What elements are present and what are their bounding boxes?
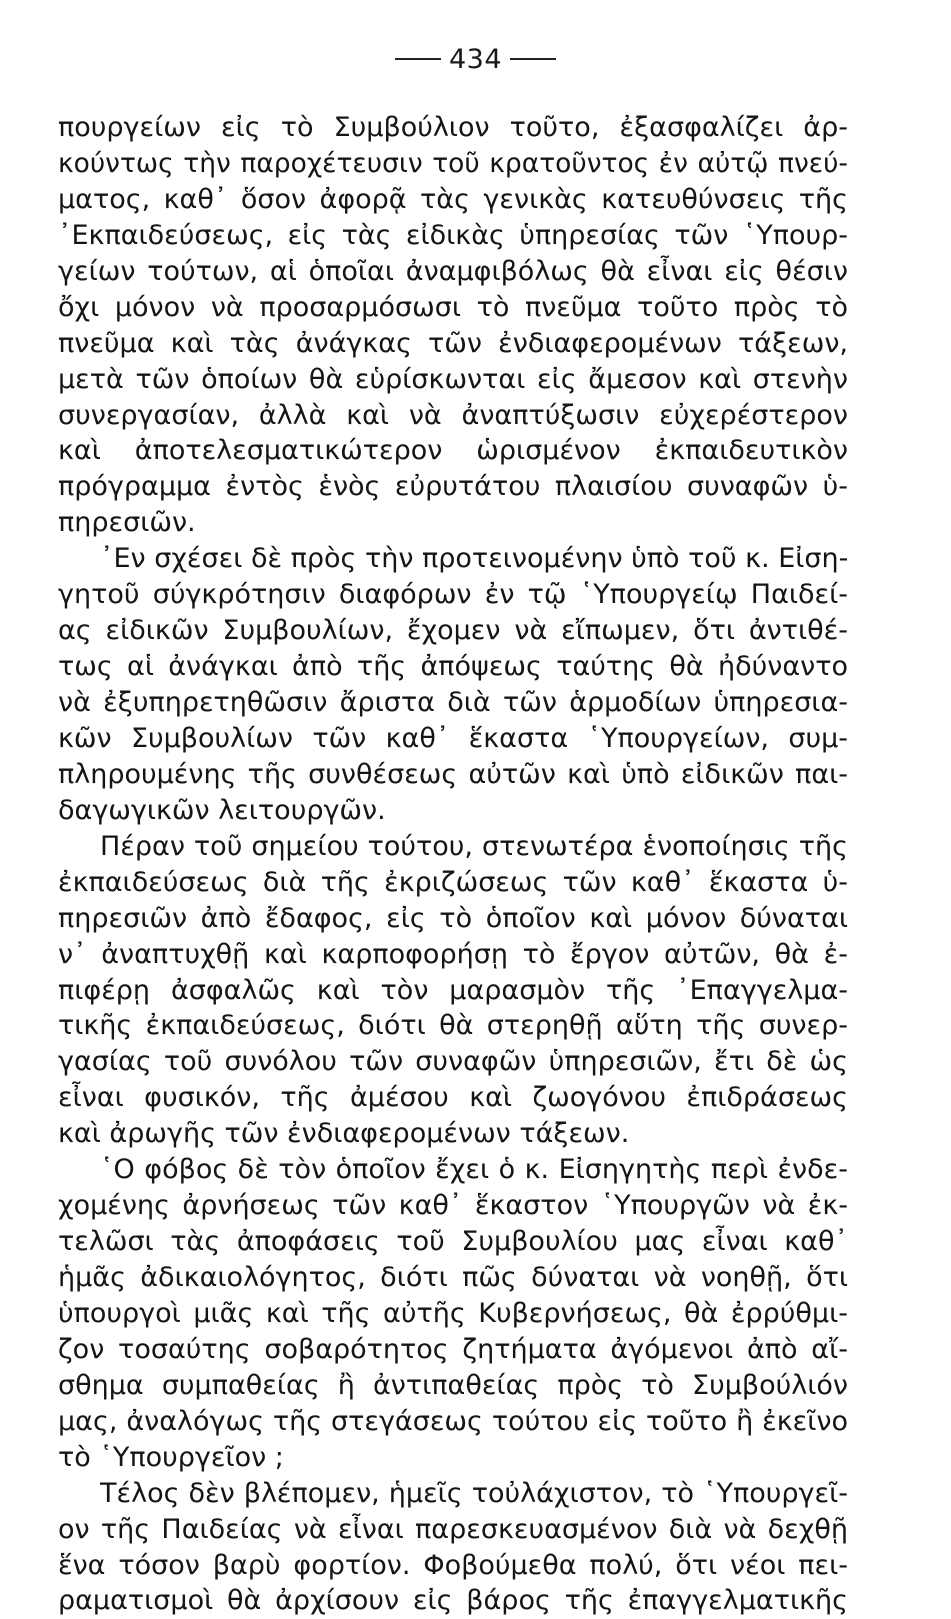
dash-left — [395, 58, 441, 60]
text-line: νὰ ἐξυπηρετηθῶσιν ἄριστα διὰ τῶν ἁρμοδίων ὑπηρεσια- — [58, 687, 848, 718]
text-line: ῾Ο φόβος δὲ τὸν ὁποῖον ἔχει ὁ κ. Εἰσηγητὴς περὶ ἐνδε- — [100, 1154, 848, 1186]
text-line: ὑπουργοὶ μιᾶς καὶ τῆς αὐτῆς Κυβερνήσεως, θὰ ἐρρύθμι- — [58, 1297, 848, 1329]
text-line: ας εἰδικῶν Συμβουλίων, ἔχομεν νὰ εἴπωμεν, ὅτι ἀντιθέ- — [58, 615, 848, 647]
text-line: εἶναι φυσικόν, τῆς ἀμέσου καὶ ζωογόνου ἐπιδράσεως — [58, 1082, 848, 1114]
text-line: συνεργασίαν, ἀλλὰ καὶ νὰ ἀναπτύξωσιν εὐχερέστερον — [58, 399, 848, 431]
text-line: ραματισμοὶ θὰ ἀρχίσουν εἰς βάρος τῆς ἐπαγγελματικῆς — [58, 1585, 848, 1617]
text-line: τὸ ῾Υπουργεῖον ; — [58, 1441, 284, 1473]
text-line: τως αἱ ἀνάγκαι ἀπὸ τῆς ἀπόψεως ταύτης θὰ ἠδύναντο — [58, 651, 848, 683]
text-line: πληρουμένης τῆς συνθέσεως αὐτῶν καὶ ὑπὸ εἰδικῶν παι- — [58, 758, 848, 790]
text-line: γητοῦ σύγκρότησιν διαφόρων ἐν τῷ ῾Υπουργείῳ Παιδεί- — [58, 579, 848, 611]
text-line: ᾽Εν σχέσει δὲ πρὸς τὴν προτεινομένην ὑπὸ τοῦ κ. Εἰση- — [100, 543, 849, 575]
text-line: ν᾽ ἀναπτυχθῇ καὶ καρποφορήσῃ τὸ ἔργον αὐτῶν, θὰ ἐ- — [58, 938, 848, 970]
dash-right — [510, 58, 556, 60]
text-line: πηρεσιῶν. — [58, 507, 196, 539]
text-line: καὶ ἀρωγῆς τῶν ἐνδιαφερομένων τάξεων. — [58, 1118, 630, 1150]
text-line: ζον τοσαύτης σοβαρότητος ζητήματα ἀγόμενοι ἀπὸ αἴ- — [58, 1333, 848, 1365]
text-line: γασίας τοῦ συνόλου τῶν συναφῶν ὑπηρεσιῶν, ἔτι δὲ ὡς — [58, 1046, 848, 1078]
text-line: πηρεσιῶν ἀπὸ ἔδαφος, εἰς τὸ ὁποῖον καὶ μόνον δύναται — [58, 902, 848, 934]
text-line: κῶν Συμβουλίων τῶν καθ᾽ ἕκαστα ῾Υπουργείων, συμ- — [58, 722, 848, 754]
text-body — [58, 110, 848, 1619]
text-line: ἐκπαιδεύσεως διὰ τῆς ἐκριζώσεως τῶν καθ᾽ ἕκαστα ὑ- — [58, 866, 848, 898]
text-line: Τέλος δὲν βλέπομεν, ἡμεῖς τοὐλάχιστον, τὸ ῾Υπουργεῖ- — [100, 1477, 848, 1509]
text-line: τικῆς ἐκπαιδεύσεως, διότι θὰ στερηθῇ αὕτη τῆς συνερ- — [58, 1010, 848, 1042]
text-line: μας, ἀναλόγως τῆς στεγάσεως τούτου εἰς τοῦτο ἢ ἐκεῖνο — [58, 1405, 848, 1437]
text-line: ον τῆς Παιδείας νὰ εἶναι παρεσκευασμένον διὰ νὰ δεχθῇ — [58, 1513, 848, 1545]
text-line: ματος, καθ᾽ ὅσον ἀφορᾷ τὰς γενικὰς κατευθύνσεις τῆς — [58, 183, 848, 215]
text-line: γείων τούτων, αἱ ὁποῖαι ἀναμφιβόλως θὰ εἶναι εἰς θέσιν — [58, 255, 848, 287]
text-line: πουργείων εἰς τὸ Συμβούλιον τοῦτο, ἐξασφαλίζει ἀρ- — [58, 112, 848, 143]
text-line: ὄχι μόνον νὰ προσαρμόσωσι τὸ πνεῦμα τοῦτο πρὸς τὸ — [58, 291, 848, 323]
text-line: ἕνα τόσον βαρὺ φορτίον. Φοβούμεθα πολύ, ὅτι νέοι πει- — [58, 1549, 848, 1581]
text-line: Πέραν τοῦ σημείου τούτου, στενωτέρα ἑνοποίησις τῆς — [100, 830, 848, 862]
text-line: χομένης ἀρνήσεως τῶν καθ᾽ ἕκαστον ῾Υπουργῶν νὰ ἐκ- — [58, 1190, 848, 1222]
text-line: δαγωγικῶν λειτουργῶν. — [58, 794, 386, 826]
text-line: ἡμᾶς ἀδικαιολόγητος, διότι πῶς δύναται νὰ νοηθῇ, ὅτι — [58, 1262, 848, 1293]
text-line: μετὰ τῶν ὁποίων θὰ εὑρίσκωνται εἰς ἄμεσον καὶ στενὴν — [58, 363, 848, 395]
text-line: σθημα συμπαθείας ἢ ἀντιπαθείας πρὸς τὸ Συμβούλιόν — [58, 1369, 848, 1401]
text-line: πνεῦμα καὶ τὰς ἀνάγκας τῶν ἐνδιαφερομένων τάξεων, — [58, 327, 848, 359]
page-number-header — [0, 44, 951, 75]
text-line: τελῶσι τὰς ἀποφάσεις τοῦ Συμβουλίου μας εἶναι καθ᾽ — [58, 1226, 848, 1258]
text-line: ᾽Εκπαιδεύσεως, εἰς τὰς εἰδικὰς ὑπηρεσίας τῶν ῾Υπουρ- — [58, 219, 848, 251]
page-number: 434 — [448, 44, 503, 75]
text-line: κούντως τὴν παροχέτευσιν τοῦ κρατοῦντος ἐν αὐτῷ πνεύ- — [58, 147, 848, 179]
text-line: καὶ ἀποτελεσματικώτερον ὡρισμένον ἐκπαιδευτικὸν — [58, 435, 848, 467]
text-line: πιφέρῃ ἀσφαλῶς καὶ τὸν μαρασμὸν τῆς ᾽Επαγγελμα- — [58, 974, 848, 1006]
text-line: πρόγραμμα ἐντὸς ἑνὸς εὐρυτάτου πλαισίου συναφῶν ὑ- — [58, 471, 848, 503]
